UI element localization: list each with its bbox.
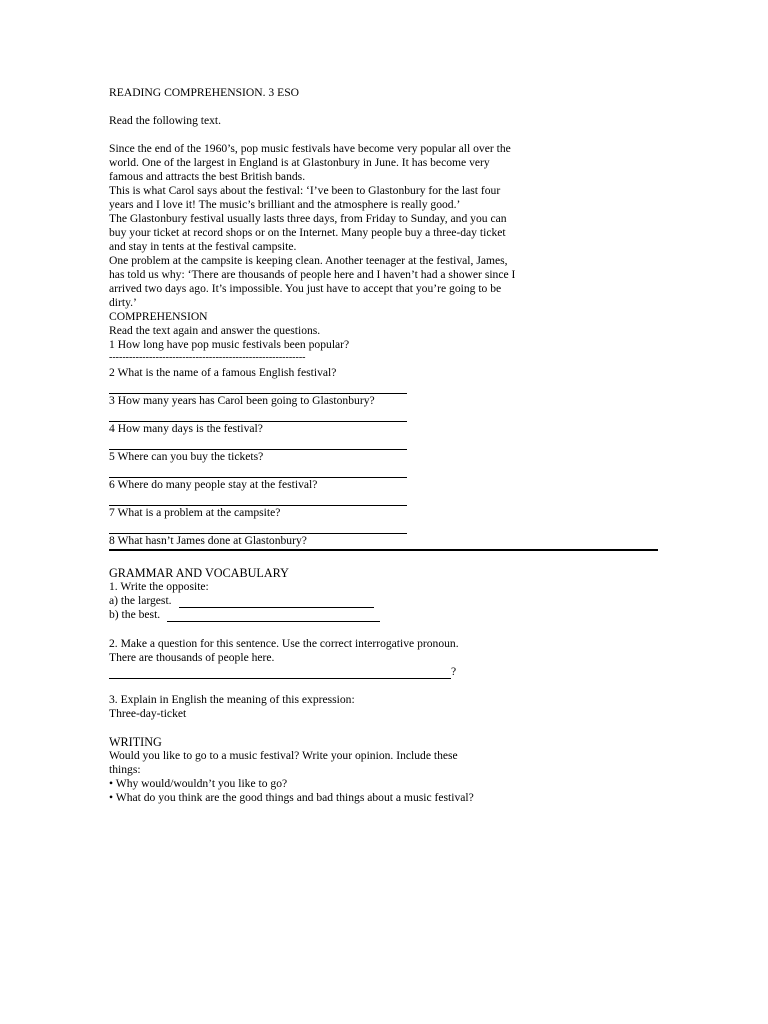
exercise-1b: b) the best. — [109, 608, 161, 621]
passage-line: years and I love it! The music’s brilliant and the atmosphere is really good.’ — [109, 198, 461, 211]
passage-line: world. One of the largest in England is at Glastonbury in June. It has become very — [109, 156, 490, 169]
question-3: 3 How many years has Carol been going to Glastonbury? — [109, 394, 375, 407]
passage-line: One problem at the campsite is keeping clean. Another teenager at the festival, James, — [109, 254, 508, 267]
worksheet-title: READING COMPREHENSION. 3 ESO — [109, 86, 300, 99]
reading-instruction: Read the following text. — [109, 114, 222, 127]
passage-line: buy your ticket at record shops or on the Internet. Many people buy a three-day ticket — [109, 226, 506, 239]
answer-dashed-line: ----------------------------------------------------------- — [109, 352, 306, 363]
comprehension-instruction: Read the text again and answer the questions. — [109, 324, 321, 337]
exercise-3-expression: Three-day-ticket — [109, 707, 187, 720]
exercise-3-title: 3. Explain in English the meaning of this expression: — [109, 693, 355, 706]
answer-line[interactable] — [167, 621, 380, 622]
exercise-1-title: 1. Write the opposite: — [109, 580, 209, 593]
exercise-2-title: 2. Make a question for this sentence. Use the correct interrogative pronoun. — [109, 637, 459, 650]
writing-bullet: • What do you think are the good things and bad things about a music festival? — [109, 791, 474, 804]
question-2: 2 What is the name of a famous English festival? — [109, 366, 337, 379]
writing-bullet: • Why would/wouldn’t you like to go? — [109, 777, 288, 790]
writing-heading: WRITING — [109, 735, 162, 749]
passage-line: and stay in tents at the festival campsite. — [109, 240, 297, 253]
answer-line[interactable] — [179, 607, 374, 608]
question-1: 1 How long have pop music festivals been popular? — [109, 338, 350, 351]
passage-line: Since the end of the 1960’s, pop music festivals have become very popular all over the — [109, 142, 511, 155]
passage-line: has told us why: ‘There are thousands of people here and I haven’t had a shower since I — [109, 268, 516, 281]
section-divider — [109, 549, 658, 551]
question-6: 6 Where do many people stay at the festival? — [109, 478, 318, 491]
writing-prompt: Would you like to go to a music festival? Write your opinion. Include these — [109, 749, 458, 762]
question-7: 7 What is a problem at the campsite? — [109, 506, 281, 519]
question-4: 4 How many days is the festival? — [109, 422, 263, 435]
question-mark: ? — [451, 665, 457, 678]
passage-line: arrived two days ago. It’s impossible. You just have to accept that you’re going to be — [109, 282, 502, 295]
question-5: 5 Where can you buy the tickets? — [109, 450, 264, 463]
exercise-2-sentence: There are thousands of people here. — [109, 651, 275, 664]
exercise-1a: a) the largest. — [109, 594, 172, 607]
passage-line: This is what Carol says about the festival: ‘I’ve been to Glastonbury for the last four — [109, 184, 501, 197]
comprehension-heading: COMPREHENSION — [109, 310, 208, 323]
grammar-heading: GRAMMAR AND VOCABULARY — [109, 566, 289, 580]
answer-line[interactable] — [109, 678, 451, 679]
passage-line: dirty.’ — [109, 296, 137, 309]
question-8: 8 What hasn’t James done at Glastonbury? — [109, 534, 307, 547]
passage-line: famous and attracts the best British bands. — [109, 170, 306, 183]
writing-prompt: things: — [109, 763, 141, 776]
passage-line: The Glastonbury festival usually lasts three days, from Friday to Sunday, and you can — [109, 212, 507, 225]
